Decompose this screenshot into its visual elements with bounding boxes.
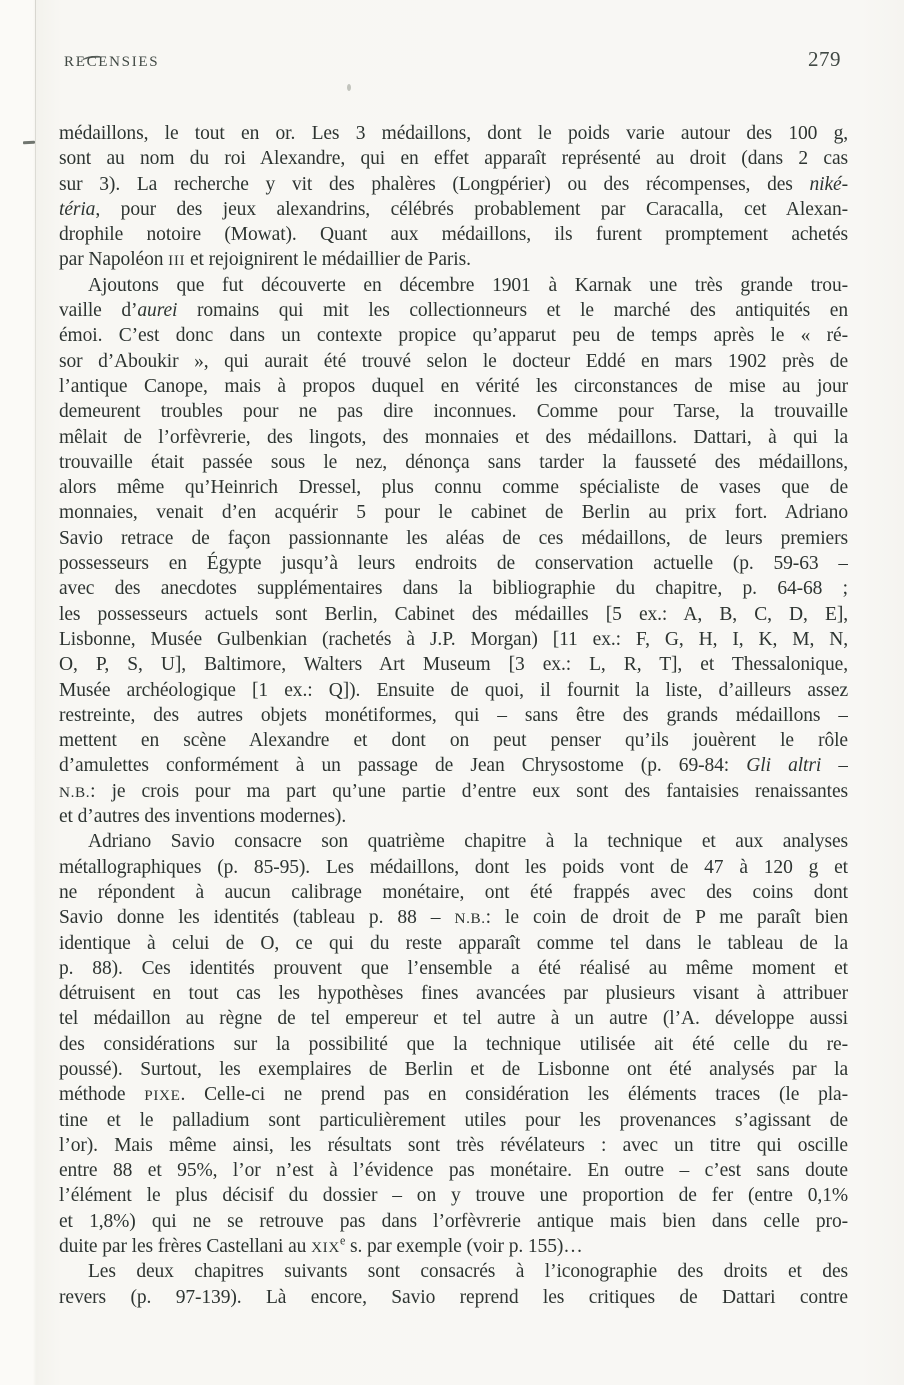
text-line: trouvaille était passée sous le nez, dénonça sans tarder la fausseté des médaillons, — [59, 451, 848, 473]
running-title: RECENSIES — [64, 54, 160, 70]
text-line: Ajoutons que fut découverte en décembre 1901 à Karnak une très grande trou- — [88, 274, 848, 296]
text-line: sor d’Aboukir », qui aurait été trouvé selon le docteur Eddé en mars 1902 près de — [59, 350, 848, 372]
text-line: méthode PIXE. Celle-ci ne prend pas en considération les éléments traces (le pla- — [59, 1084, 848, 1106]
body-text — [59, 121, 848, 1310]
text-line: mêlait de l’orfèvrerie, des lingots, des monnaies et des médaillons. Dattari, à qui la — [59, 426, 848, 448]
text-line: Musée archéologique [1 ex.: Q]). Ensuite de quoi, il fournit la liste, d’ailleurs assez — [59, 679, 848, 701]
text-line: poussé). Surtout, les exemplaires de Berlin et de Lisbonne ont été analysés par la — [59, 1058, 848, 1080]
text-line: les possesseurs actuels sont Berlin, Cabinet des médailles [5 ex.: A, B, C, D, E], — [59, 603, 848, 625]
text-line: N.B.: je crois pour ma part qu’une partie d’entre eux sont des fantaisies renaissantes — [59, 780, 848, 802]
paragraph — [59, 273, 848, 830]
text-line: revers (p. 97-139). Là encore, Savio reprend les critiques de Dattari contre — [59, 1286, 848, 1308]
text-line: possesseurs en Égypte jusqu’à leurs endroits de conservation actuelle (p. 59-63 – — [59, 553, 848, 575]
paragraph — [59, 121, 848, 273]
ink-speck-artifact — [347, 84, 351, 91]
text-line: métallographiques (p. 85-95). Les médaillons, dont les poids vont de 47 à 120 g et — [59, 856, 848, 878]
text-line: ne répondent à aucun calibrage monétaire, ont été frappés avec des coins dont — [59, 881, 848, 903]
text-line: téria, pour des jeux alexandrins, célébrés probablement par Caracalla, cet Alexan- — [59, 198, 848, 220]
text-line: et 1,8%) qui ne se retrouve pas dans l’orfèvrerie antique mais bien dans celle pro- — [59, 1210, 848, 1232]
text-line: alors même qu’Heinrich Dressel, plus connu comme spécialiste de vases que de — [59, 477, 848, 499]
text-line: identique à celui de O, ce qui du reste apparaît comme tel dans le tableau de la — [59, 932, 848, 954]
text-line: Adriano Savio consacre son quatrième chapitre à la technique et aux analyses — [88, 831, 848, 853]
text-line: Savio donne les identités (tableau p. 88 – N.B.: le coin de droit de P me paraît bien — [59, 907, 848, 929]
text-line: Savio retrace de façon passionnante les aléas de ces médaillons, de leurs premiers — [59, 527, 848, 549]
page-number: 279 — [808, 47, 841, 71]
text-line: monnaies, venait d’en acquérir 5 pour le cabinet de Berlin au prix fort. Adriano — [59, 502, 848, 524]
paragraph — [59, 1259, 848, 1310]
ink-dash-artifact — [23, 141, 35, 145]
text-line: l’élément le plus décisif du dossier – on y trouve une proportion de fer (entre 0,1% — [59, 1185, 848, 1207]
text-line: O, P, S, U], Baltimore, Walters Art Museum [3 ex.: L, R, T], et Thessalonique, — [59, 654, 848, 676]
running-head — [64, 47, 841, 72]
text-line: sur 3). La recherche y vit des phalères (Longpérier) ou des récompenses, des niké- — [59, 173, 848, 195]
text-line: vaille d’aurei romains qui mit les collectionneurs et le marché des antiquités en — [59, 300, 848, 322]
text-line: restreinte, des autres objets monétiformes, qui – sans être des grands médaillons – — [59, 704, 848, 726]
text-line: l’or). Mais même ainsi, les résultats sont très révélateurs : avec un titre qui oscille — [59, 1134, 848, 1156]
scan-gutter-line — [35, 0, 36, 900]
text-line: entre 88 et 95%, l’or n’est à l’évidence pas monétaire. En outre – c’est sans doute — [59, 1160, 848, 1182]
text-line: médaillons, le tout en or. Les 3 médaillons, dont le poids varie autour des 100 g, — [59, 123, 848, 144]
text-line: des considérations sur la possibilité que la technique utilisée ait été celle du re- — [59, 1033, 848, 1055]
text-line: par Napoléon III et rejoignirent le médaillier de Paris. — [59, 249, 471, 271]
text-line: détruisent en tout cas les hypothèses fines avancées par plusieurs visant à attribuer — [59, 983, 848, 1005]
text-line: p. 88). Ces identités prouvent que l’ensemble a été réalisé au même moment et — [59, 957, 848, 979]
text-line: tine et le palladium sont particulièrement utiles pour les provenances s’agissant de — [59, 1109, 848, 1131]
text-line: l’antique Canope, mais à propos duquel en vérité les circonstances de mise au jour — [59, 375, 848, 397]
text-line: duite par les frères Castellani au XIXe s. par exemple (voir p. 155)… — [59, 1234, 583, 1258]
text-line: Les deux chapitres suivants sont consacrés à l’iconographie des droits et des — [88, 1261, 848, 1283]
text-line: demeurent troubles pour ne pas dire inconnues. Comme pour Tarse, la trouvaille — [59, 401, 848, 423]
text-line: sont au nom du roi Alexandre, qui en effet apparaît représenté au droit (dans 2 cas — [59, 148, 848, 170]
text-line: drophile notoire (Mowat). Quant aux médaillons, ils furent promptement achetés — [59, 224, 848, 246]
text-line: émoi. C’est donc dans un contexte propice qu’apparut peu de temps après le « ré- — [59, 325, 848, 347]
text-line: tel médaillon au règne de tel empereur et tel autre à un autre (l’A. développe aussi — [59, 1008, 848, 1030]
text-line: et d’autres des inventions modernes). — [59, 806, 347, 828]
text-line: Lisbonne, Musée Gulbenkian (rachetés à J.P. Morgan) [11 ex.: F, G, H, I, K, M, N, — [59, 628, 848, 650]
text-line: avec des anecdotes supplémentaires dans la bibliographie du chapitre, p. 64-68 ; — [59, 578, 848, 600]
text-line: mettent en scène Alexandre et dont on peut penser qu’ils jouèrent le rôle — [59, 730, 848, 752]
text-line: d’amulettes conformément à un passage de Jean Chrysostome (p. 69-84: Gli altri – — [59, 755, 848, 777]
paragraph — [59, 829, 848, 1259]
